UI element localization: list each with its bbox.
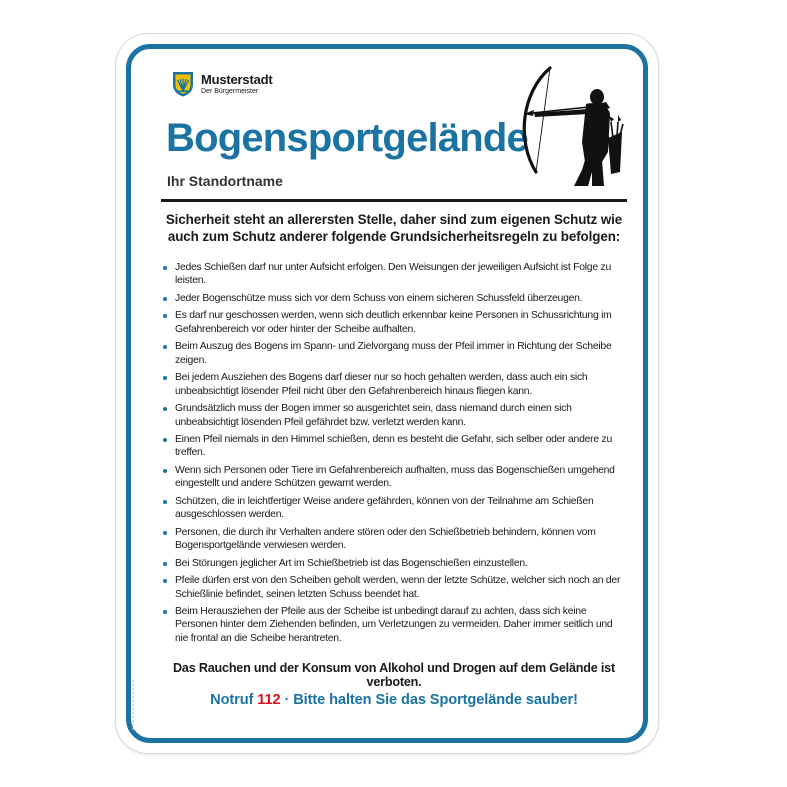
bullet-icon xyxy=(163,345,167,349)
bullet-icon xyxy=(163,376,167,380)
rule-text: Bei jedem Ausziehen des Bogens darf dieser nur so hoch gehalten werden, dass auch ein sich unbeabsichtigt lösender Pfeil nicht über den Gefahrenbereich hinaus fliegen kann. xyxy=(175,372,588,397)
footer-suffix: · Bitte halten Sie das Sportgelände sauber! xyxy=(284,692,578,708)
bullet-icon xyxy=(163,579,167,583)
safety-rules-list xyxy=(161,261,627,649)
list-item xyxy=(161,495,627,522)
footer-prefix: Notruf xyxy=(210,692,254,708)
header-divider xyxy=(161,199,627,202)
list-item xyxy=(161,309,627,336)
rule-text: Es darf nur geschossen werden, wenn sich deutlich erkennbar keine Personen in Schussrichtung im Gefahrenbereich vor oder hinter der Scheibe aufhalten. xyxy=(175,310,612,335)
bullet-icon xyxy=(163,297,167,301)
bullet-icon xyxy=(163,500,167,504)
list-item xyxy=(161,261,627,288)
rule-text: Beim Herausziehen der Pfeile aus der Scheibe ist unbedingt darauf zu achten, dass sich keine Personen hinter dem Ziehenden befinden, um Verletzungen zu vermeiden. Daher immer seitlich und nie frontal an die Scheibe herantreten. xyxy=(175,606,613,644)
list-item xyxy=(161,402,627,429)
rule-text: Pfeile dürfen erst von den Scheiben geholt werden, wenn der letzte Schütze, welcher sich noch an der Schießlinie befindet, seinen letzten Schuss beendet hat. xyxy=(175,575,621,600)
crest-icon xyxy=(172,71,194,97)
list-item xyxy=(161,464,627,491)
bullet-icon xyxy=(163,314,167,318)
list-item xyxy=(161,371,627,398)
logo-subtitle: Der Bürgermeister xyxy=(201,88,259,95)
bullet-icon xyxy=(163,407,167,411)
rule-text: Jeder Bogenschütze muss sich vor dem Schuss von einem sicheren Schussfeld überzeugen. xyxy=(175,292,583,304)
rule-text: Grundsätzlich muss der Bogen immer so ausgerichtet sein, dass niemand durch einen sich unbeabsichtigt lösenden Pfeil gefährdet bzw. verletzt werden kann. xyxy=(175,403,572,428)
municipal-logo xyxy=(172,71,272,97)
list-item xyxy=(161,433,627,460)
bullet-icon xyxy=(163,610,167,614)
bullet-icon xyxy=(163,562,167,566)
rule-text: Personen, die durch ihr Verhalten andere stören oder den Schießbetrieb behindern, können vom Bogensportgelände verwiesen werden. xyxy=(175,526,596,552)
rule-text: Einen Pfeil niemals in den Himmel schießen, denn es besteht die Gefahr, sich selber oder andere zu treffen. xyxy=(175,434,612,459)
bullet-icon xyxy=(163,469,167,473)
page-title: Bogensportgelände xyxy=(166,116,528,160)
rule-text: Bei Störungen jeglicher Art im Schießbetrieb ist das Bogenschießen einzustellen. xyxy=(175,557,528,569)
list-item xyxy=(161,574,627,601)
rule-text: Beim Auszug des Bogens im Spann- und Zielvorgang muss der Pfeil immer in Richtung der Scheibe zeigen. xyxy=(175,341,612,366)
rule-text: Schützen, die in leichtfertiger Weise andere gefährden, können von der Teilnahme am Schießen ausgeschlossen werden. xyxy=(175,495,594,521)
location-name: Ihr Standortname xyxy=(167,173,283,189)
list-item xyxy=(161,526,627,553)
bullet-icon xyxy=(163,438,167,442)
rule-text: Wenn sich Personen oder Tiere im Gefahrenbereich aufhalten, muss das Bogenschießen umgehend eingestellt und andere Schützen gewarnt werden. xyxy=(175,464,615,490)
list-item xyxy=(161,557,627,570)
rule-text: Jedes Schießen darf nur unter Aufsicht erfolgen. Den Weisungen der jeweiligen Aufsicht ist Folge zu leisten. xyxy=(175,262,611,287)
emergency-number: 112 xyxy=(257,692,281,708)
bullet-icon xyxy=(163,266,167,270)
list-item xyxy=(161,292,627,305)
archer-icon xyxy=(512,62,624,188)
print-mark xyxy=(132,680,134,730)
list-item xyxy=(161,605,627,645)
logo-city-name: Musterstadt xyxy=(201,72,273,87)
intro-text: Sicherheit steht an allerersten Stelle, daher sind zum eigenen Schutz wie auch zum Schutz anderer folgende Grundsicherheitsregeln zu befolgen: xyxy=(165,212,623,244)
bullet-icon xyxy=(163,531,167,535)
smoking-notice: Das Rauchen und der Konsum von Alkohol und Drogen auf dem Gelände ist verboten. xyxy=(173,661,615,689)
list-item xyxy=(161,340,627,367)
emergency-footer xyxy=(161,692,627,708)
